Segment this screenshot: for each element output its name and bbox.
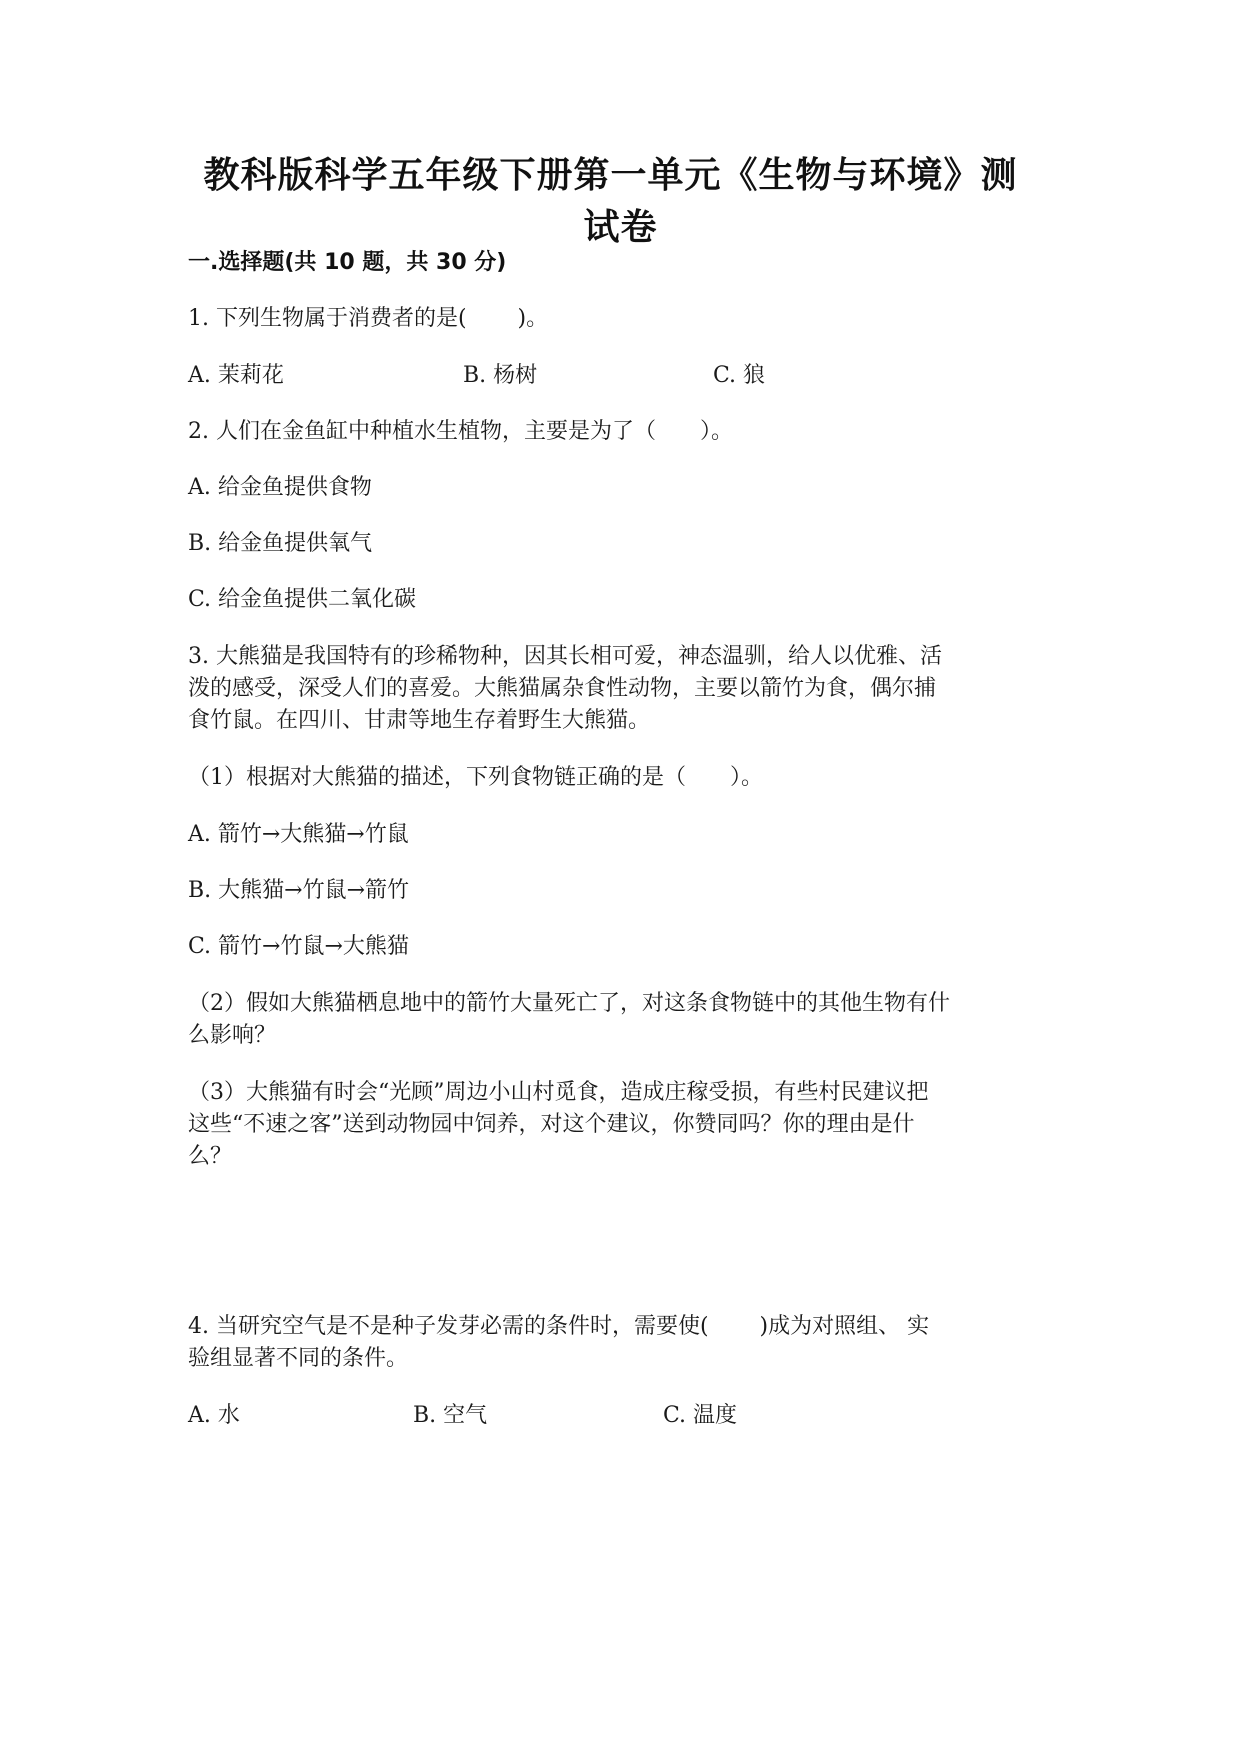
- question-3-stem-line: 3. 大熊猫是我国特有的珍稀物种，因其长相可爱，神态温驯，给人以优雅、活: [188, 644, 942, 669]
- section-heading: 一.选择题(共 10 题，共 30 分): [188, 250, 507, 275]
- question-3-stem-line: 泼的感受，深受人们的喜爱。大熊猫属杂食性动物，主要以箭竹为食，偶尔捕: [188, 676, 937, 701]
- question-3-sub-3-line: 这些“不速之客”送到动物园中饲养，对这个建议，你赞同吗？你的理由是什: [188, 1112, 915, 1137]
- question-3-sub-1-stem: （1）根据对大熊猫的描述，下列食物链正确的是（ ）。: [188, 765, 763, 790]
- question-2-option-c: C. 给金鱼提供二氧化碳: [188, 587, 417, 612]
- question-4-stem-line: 4. 当研究空气是不是种子发芽必需的条件时，需要使( )成为对照组、 实: [188, 1314, 930, 1339]
- question-3-sub-1-option-a: A. 箭竹→大熊猫→竹鼠: [188, 822, 409, 847]
- page-title-continued: 试卷: [583, 207, 658, 248]
- question-3-sub-1-option-c: C. 箭竹→竹鼠→大熊猫: [188, 934, 409, 959]
- question-4-option-a: A. 水: [188, 1403, 240, 1428]
- page-title: 教科版科学五年级下册第一单元《生物与环境》测: [203, 155, 1018, 196]
- question-4-stem-line: 验组显著不同的条件。: [188, 1346, 409, 1371]
- question-4-option-c: C. 温度: [663, 1403, 738, 1428]
- question-2-option-a: A. 给金鱼提供食物: [188, 475, 372, 500]
- question-3-sub-1-option-b: B. 大熊猫→竹鼠→箭竹: [188, 878, 410, 903]
- question-2-stem: 2. 人们在金鱼缸中种植水生植物，主要是为了（ ）。: [188, 419, 733, 444]
- question-3-sub-2-line: （2）假如大熊猫栖息地中的箭竹大量死亡了，对这条食物链中的其他生物有什: [188, 991, 950, 1016]
- question-3-stem-line: 食竹鼠。在四川、甘肃等地生存着野生大熊猫。: [188, 708, 651, 733]
- question-1-stem: 1. 下列生物属于消费者的是( )。: [188, 306, 549, 331]
- question-4-option-b: B. 空气: [413, 1403, 488, 1428]
- question-1-option-b: B. 杨树: [463, 363, 538, 388]
- question-3-sub-2-line: 么影响？: [188, 1023, 277, 1048]
- question-1-option-c: C. 狼: [713, 363, 766, 388]
- question-1-option-a: A. 茉莉花: [188, 363, 284, 388]
- question-3-sub-3-line: （3）大熊猫有时会“光顾”周边小山村觅食，造成庄稼受损，有些村民建议把: [188, 1080, 929, 1105]
- question-2-option-b: B. 给金鱼提供氧气: [188, 531, 373, 556]
- question-3-sub-3-line: 么？: [188, 1144, 233, 1169]
